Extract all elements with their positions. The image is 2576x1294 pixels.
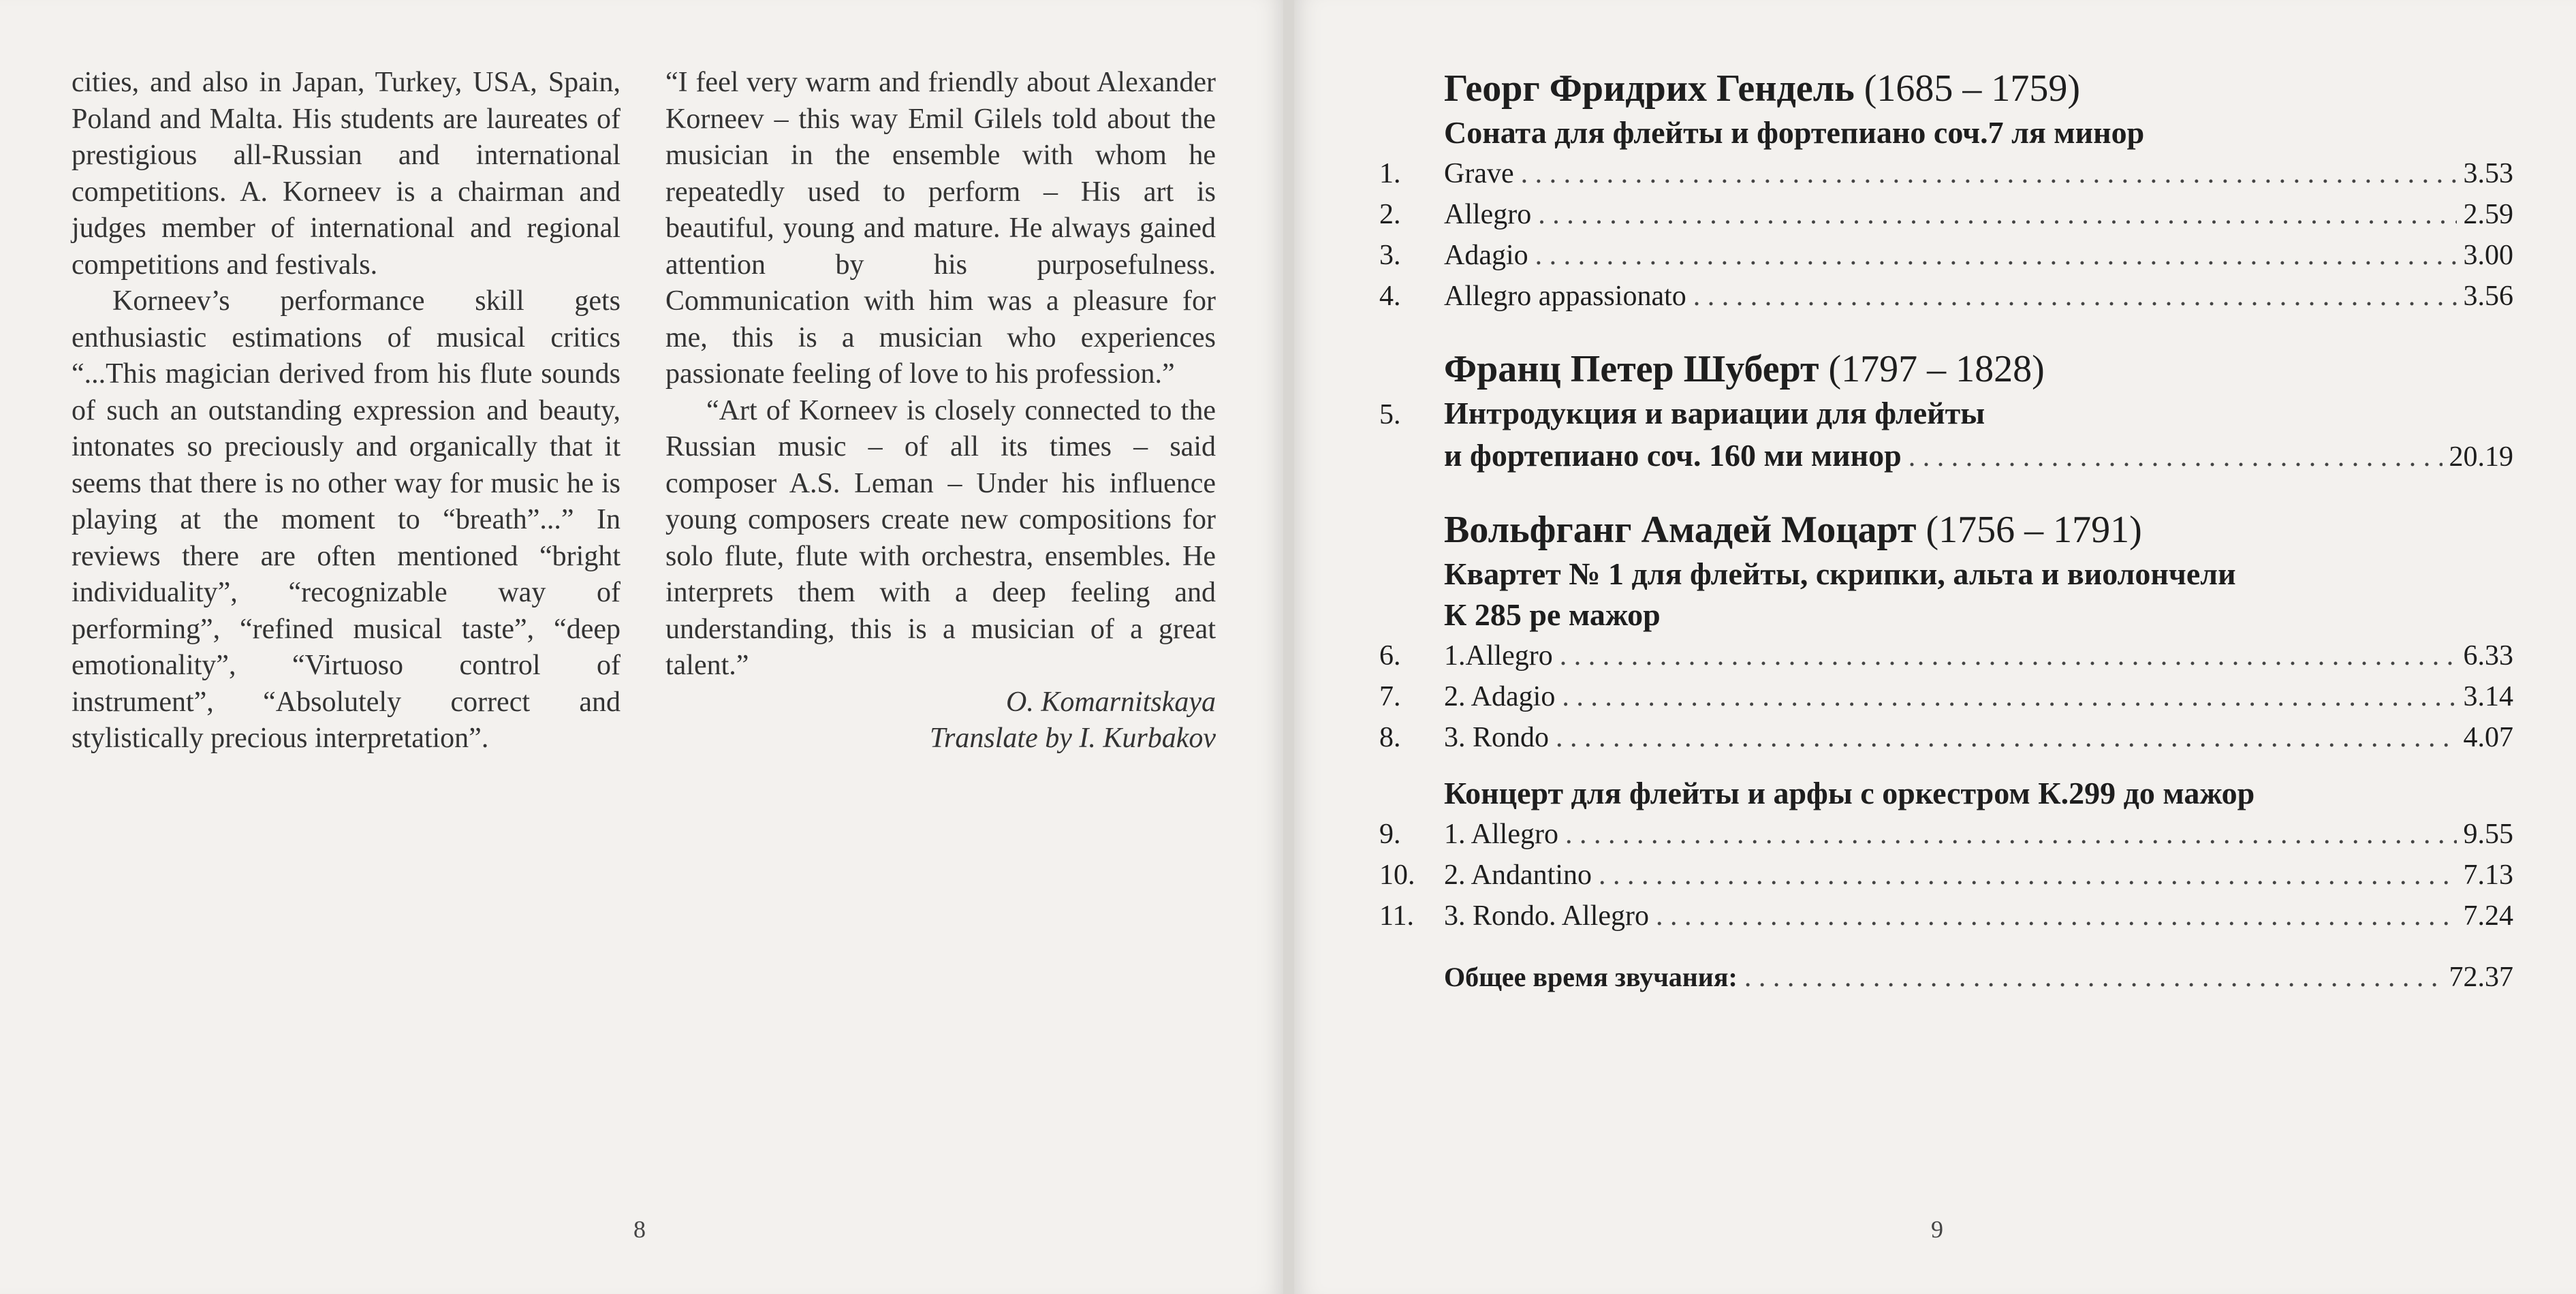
track-number: 11. bbox=[1379, 900, 1414, 932]
track-list bbox=[1379, 65, 2513, 998]
track-number: 1. bbox=[1379, 158, 1401, 189]
paragraph: Korneev’s performance skill gets enthusiastic estimations of musical critics “...This magician derived from his flute sounds of such an outstanding expression and beauty, intonates so preciously and organically that it seems that there is no other way for music he is playing at the moment to “breath”...” In reviews there are often mentioned “bright individuality”, “recognizable way of performing”, “refined musical taste”, “deep emotionality”, “Virtuoso control of instrument”, “Absolutely correct and stylistically precious interpretation”. bbox=[72, 285, 621, 754]
track-title: 3. Rondo bbox=[1444, 722, 1550, 753]
composer-heading-handel bbox=[1444, 65, 2513, 112]
track-title: 2. Adagio bbox=[1444, 681, 1556, 712]
track-title: 2. Andantino bbox=[1444, 859, 1592, 891]
dot-leader bbox=[1656, 896, 2457, 936]
track-row bbox=[1379, 717, 2513, 758]
quote-paragraph: “Art of Korneev is closely connected to the Russian music – of all its times – said composer A.S. Leman – Under his influence young composers create new compositions for solo flute, flute with orchestra, ensembles. He interprets them with a deep feeling and understanding, this is a musician of a great talent.” bbox=[665, 394, 1216, 681]
work-title: Квартет № 1 для флейты, скрипки, альта и виолончели bbox=[1444, 556, 2236, 591]
track-number: 5. bbox=[1379, 399, 1401, 430]
page-number: 9 bbox=[1931, 1216, 1943, 1243]
composer-heading-schubert bbox=[1444, 345, 2513, 393]
signature-translator: Translate by I. Kurbakov bbox=[930, 723, 1216, 754]
dot-leader bbox=[1562, 676, 2456, 717]
paragraph: cities, and also in Japan, Turkey, USA, Spain, Poland and Malta. His students are laureates of prestigious all-Russian and international competitions. A. Korneev is a chairman and judges member of international and regional competitions and festivals. bbox=[72, 67, 621, 281]
dot-leader bbox=[1744, 957, 2443, 998]
track-time: 9.55 bbox=[2463, 819, 2513, 850]
text-column-2 bbox=[665, 65, 1216, 757]
composer-dates: (1756 – 1791) bbox=[1926, 509, 2142, 551]
track-row bbox=[1379, 276, 2513, 317]
total-label: Общее время звучания: bbox=[1444, 962, 1738, 992]
track-number: 9. bbox=[1379, 819, 1401, 850]
dot-leader bbox=[1556, 717, 2456, 758]
dot-leader bbox=[1565, 814, 2457, 855]
track-title: 1. Allegro bbox=[1444, 819, 1558, 850]
composer-name: Вольфганг Амадей Моцарт bbox=[1444, 509, 1917, 551]
composer-name: Франц Петер Шуберт bbox=[1444, 348, 1819, 390]
track-row bbox=[1379, 435, 2513, 477]
composer-name: Георг Фридрих Гендель bbox=[1444, 67, 1855, 110]
track-number: 3. bbox=[1379, 240, 1401, 271]
composer-dates: (1685 – 1759) bbox=[1864, 67, 2081, 110]
work-title: Интродукция и вариации для флейты bbox=[1444, 396, 1985, 430]
signature-author: O. Komarnitskaya bbox=[1006, 686, 1216, 718]
dot-leader bbox=[1693, 276, 2457, 317]
track-row bbox=[1379, 635, 2513, 676]
track-time: 3.00 bbox=[2463, 240, 2513, 271]
track-row bbox=[1379, 814, 2513, 855]
track-title: Adagio bbox=[1444, 240, 1528, 271]
track-time: 2.59 bbox=[2463, 199, 2513, 230]
track-number: 6. bbox=[1379, 640, 1401, 672]
track-time: 7.13 bbox=[2463, 859, 2513, 891]
text-column-1 bbox=[72, 65, 621, 757]
track-time: 3.53 bbox=[2463, 158, 2513, 189]
work-title: и фортепиано соч. 160 ми минор bbox=[1444, 438, 1902, 473]
track-row bbox=[1379, 676, 2513, 717]
track-number: 2. bbox=[1379, 199, 1401, 230]
work-title: К 285 ре мажор bbox=[1444, 597, 1661, 632]
book-gutter bbox=[1283, 0, 1294, 1294]
track-time: 3.56 bbox=[2463, 281, 2513, 312]
track-number: 7. bbox=[1379, 681, 1401, 712]
track-row bbox=[1379, 393, 2513, 435]
composer-dates: (1797 – 1828) bbox=[1828, 348, 2045, 390]
track-number: 10. bbox=[1379, 859, 1415, 891]
track-title: Allegro appassionato bbox=[1444, 281, 1686, 312]
track-time: 6.33 bbox=[2463, 640, 2513, 672]
composer-heading-mozart bbox=[1444, 506, 2513, 554]
work-title: Концерт для флейты и арфы с оркестром К.299 до мажор bbox=[1444, 776, 2255, 810]
track-title: 3. Rondo. Allegro bbox=[1444, 900, 1649, 932]
track-time: 4.07 bbox=[2463, 722, 2513, 753]
dot-leader bbox=[1535, 235, 2457, 276]
track-row bbox=[1379, 153, 2513, 194]
quote-paragraph: “I feel very warm and friendly about Alexander Korneev – this way Emil Gilels told about the musician in the ensemble with whom he repeatedly used to perform – His art is beautiful, young and mature. He always gained attention by his purposefulness. Communication with him was a pleasure for me, this is a musician who experiences passionate feeling of love to his profession.” bbox=[665, 67, 1216, 390]
track-row bbox=[1379, 235, 2513, 276]
total-time: 72.37 bbox=[2449, 962, 2513, 993]
track-number: 8. bbox=[1379, 722, 1401, 753]
track-number: 4. bbox=[1379, 281, 1401, 312]
track-row bbox=[1379, 855, 2513, 896]
dot-leader bbox=[1909, 437, 2443, 477]
left-page bbox=[0, 0, 1283, 1294]
total-time-row bbox=[1379, 957, 2513, 998]
dot-leader bbox=[1521, 153, 2457, 194]
track-time: 7.24 bbox=[2463, 900, 2513, 932]
track-row bbox=[1379, 194, 2513, 235]
track-time: 3.14 bbox=[2463, 681, 2513, 712]
track-title: Grave bbox=[1444, 158, 1514, 189]
track-time: 20.19 bbox=[2449, 441, 2513, 473]
track-row bbox=[1379, 896, 2513, 936]
dot-leader bbox=[1538, 194, 2456, 235]
track-title: 1.Allegro bbox=[1444, 640, 1553, 672]
work-title: Соната для флейты и фортепиано соч.7 ля минор bbox=[1444, 115, 2145, 150]
page-number: 8 bbox=[633, 1216, 646, 1243]
track-title: Allegro bbox=[1444, 199, 1532, 230]
dot-leader bbox=[1560, 635, 2457, 676]
dot-leader bbox=[1599, 855, 2457, 896]
